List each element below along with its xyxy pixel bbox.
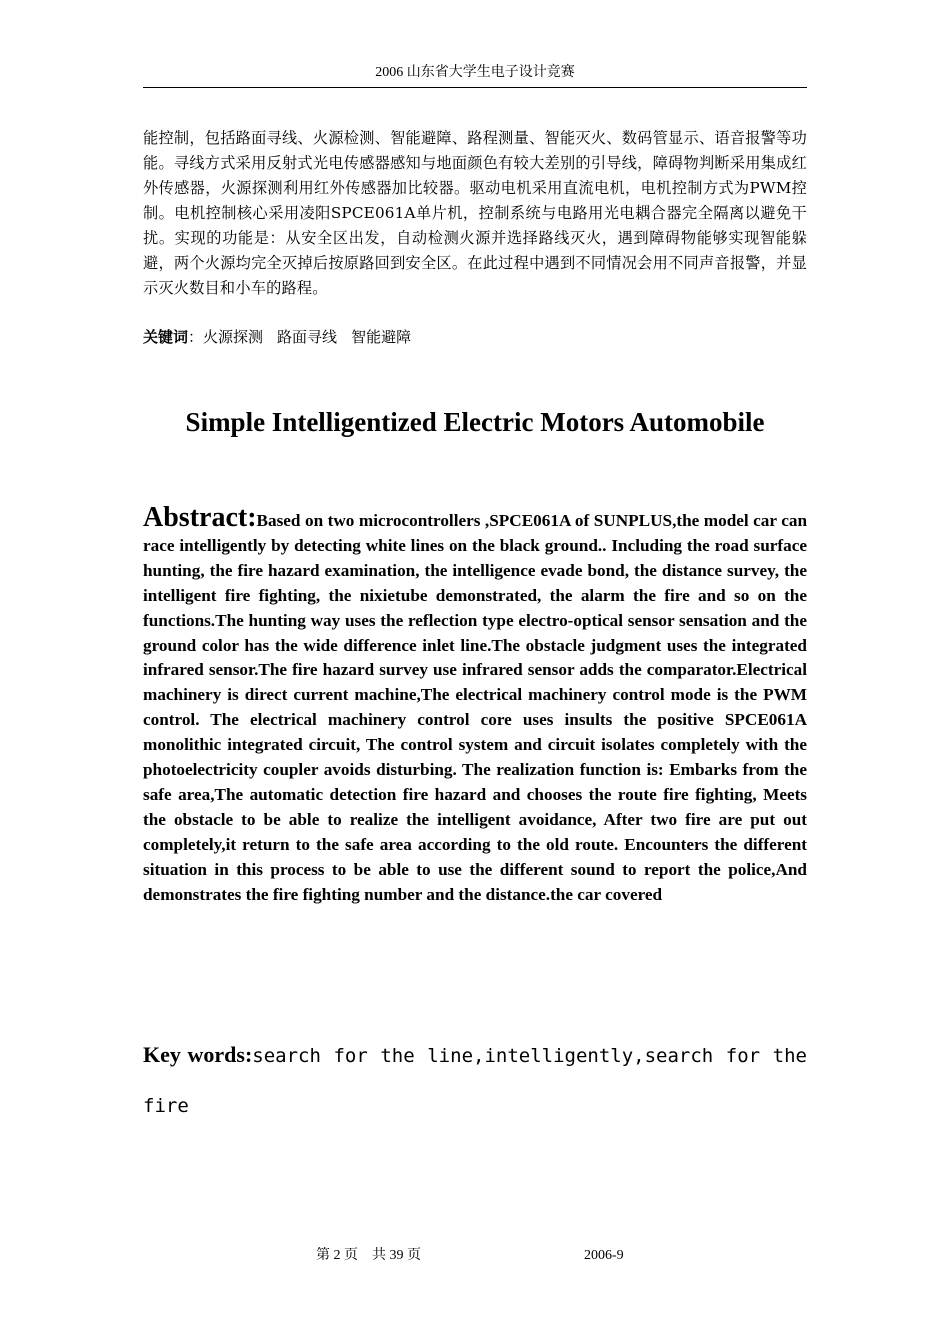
chinese-keywords-separator: ： (188, 328, 204, 346)
header-divider (143, 87, 807, 88)
english-abstract-label: Abstract: (143, 502, 257, 533)
english-title: Simple Intelligentized Electric Motors Automobile (185, 407, 765, 437)
english-abstract (143, 502, 807, 908)
chinese-keyword-item: 智能避障 (351, 328, 412, 346)
footer-page-number: 第 2 页 共 39 页 (316, 1248, 421, 1263)
chinese-abstract-paragraph: 能控制，包括路面寻线、火源检测、智能避障、路程测量、智能灭火、数码管显示、语音报警等功能。寻线方式采用反射式光电传感器感知与地面颜色有较大差别的引导线，障碍物判断采用集成红外传感器，火源探测利用红外传感器加比较器。驱动电机采用直流电机，电机控制方式为PWM控制。电机控制核心采用凌阳SPCE061A单片机，控制系统与电路用光电耦合器完全隔离以避免干扰。实现的功能是：从安全区出发，自动检测火源并选择路线灭火，遇到障碍物能够实现智能躲避，两个火源均完全灭掉后按原路回到安全区。在此过程中遇到不同情况会用不同声音报警，并显示灭火数目和小车的路程。 (143, 129, 807, 297)
english-keywords (143, 1030, 807, 1131)
footer-date: 2006-9 (584, 1248, 624, 1263)
english-keywords-label: Key words: (143, 1042, 253, 1067)
page-header: 2006 山东省大学生电子设计竞赛 (375, 65, 575, 80)
chinese-keyword-item: 路面寻线 (277, 328, 338, 346)
chinese-keyword-item: 火源探测 (203, 328, 264, 346)
chinese-keywords-label: 关键词 (143, 328, 189, 346)
chinese-keywords (143, 326, 807, 348)
english-abstract-text: Based on two microcontrollers ,SPCE061A of SUNPLUS,the model car can race intelligently by detecting white lines on the black ground.. Including the road surface hunting, the fire hazard examination, the intelligence evade bond, the distance survey, the intelligent fire fighting, the nixietube demonstrated, the alarm the fire and so on the functions.The hunting way uses the reflection type electro-optical sensor sensation and the ground color has the wide difference inlet line.The obstacle judgment uses the integrated infrared sensor.The fire hazard survey use infrared sensor adds the comparator.Electrical machinery is direct current machine,The electrical machinery control mode is the PWM control. The electrical machinery control core uses insults the positive SPCE061A monolithic integrated circuit, The control system and circuit isolates completely with the photoelectricity coupler avoids disturbing. The realization function is: Embarks from the safe area,The automatic detection fire hazard and chooses the route fire fighting, Meets the obstacle to be able to realize the intelligent avoidance, After two fire are put out completely,it return to the safe area according to the old route. Encounters the different situation in this process to be able to use the different sound to report the police,And demonstrates the fire fighting number and the distance.the car covered (143, 511, 807, 904)
english-keywords-text: search for the line,intelligently,search for the fire (143, 1045, 807, 1117)
